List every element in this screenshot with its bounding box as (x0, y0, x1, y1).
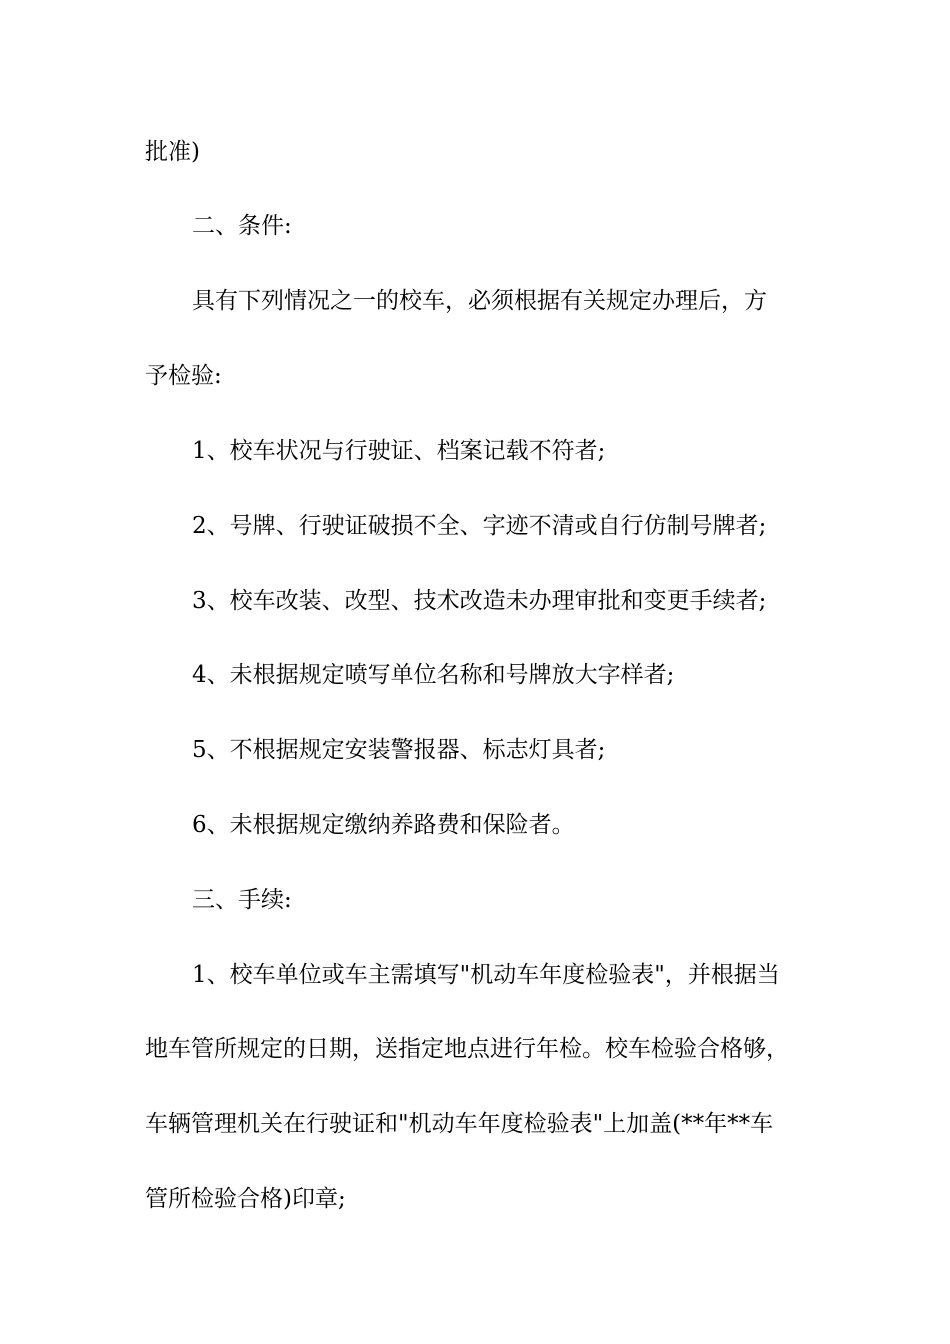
list-item-condition-4: 4、未根据规定喷写单位名称和号牌放大字样者; (192, 662, 675, 688)
list-item-condition-6: 6、未根据规定缴纳养路费和保险者。 (192, 812, 575, 838)
list-item-condition-1: 1、校车状况与行驶证、档案记载不符者; (192, 438, 606, 464)
paragraph-procedure-1-line-1: 1、校车单位或车主需填写"机动车年度检验表"，并根据当 (192, 962, 780, 988)
paragraph-conditions-intro-line-2: 予检验: (145, 363, 222, 389)
paragraph-conditions-intro-line-1: 具有下列情况之一的校车，必须根据有关规定办理后，方 (192, 288, 767, 314)
list-item-condition-5: 5、不根据规定安装警报器、标志灯具者; (192, 737, 606, 763)
text-line-continuation-approval: 批准) (145, 139, 200, 165)
paragraph-procedure-1-line-2: 地车管所规定的日期，送指定地点进行年检。校车检验合格够， (145, 1036, 789, 1062)
paragraph-procedure-1-line-4: 管所检验合格)印章; (145, 1186, 346, 1212)
paragraph-procedure-1-line-3: 车辆管理机关在行驶证和"机动车年度检验表"上加盖(**年**车 (145, 1111, 774, 1137)
list-item-condition-3: 3、校车改装、改型、技术改造未办理审批和变更手续者; (192, 588, 767, 614)
section-heading-conditions: 二、条件: (192, 213, 292, 239)
section-heading-procedures: 三、手续: (192, 887, 292, 913)
list-item-condition-2: 2、号牌、行驶证破损不全、字迹不清或自行仿制号牌者; (192, 513, 767, 539)
